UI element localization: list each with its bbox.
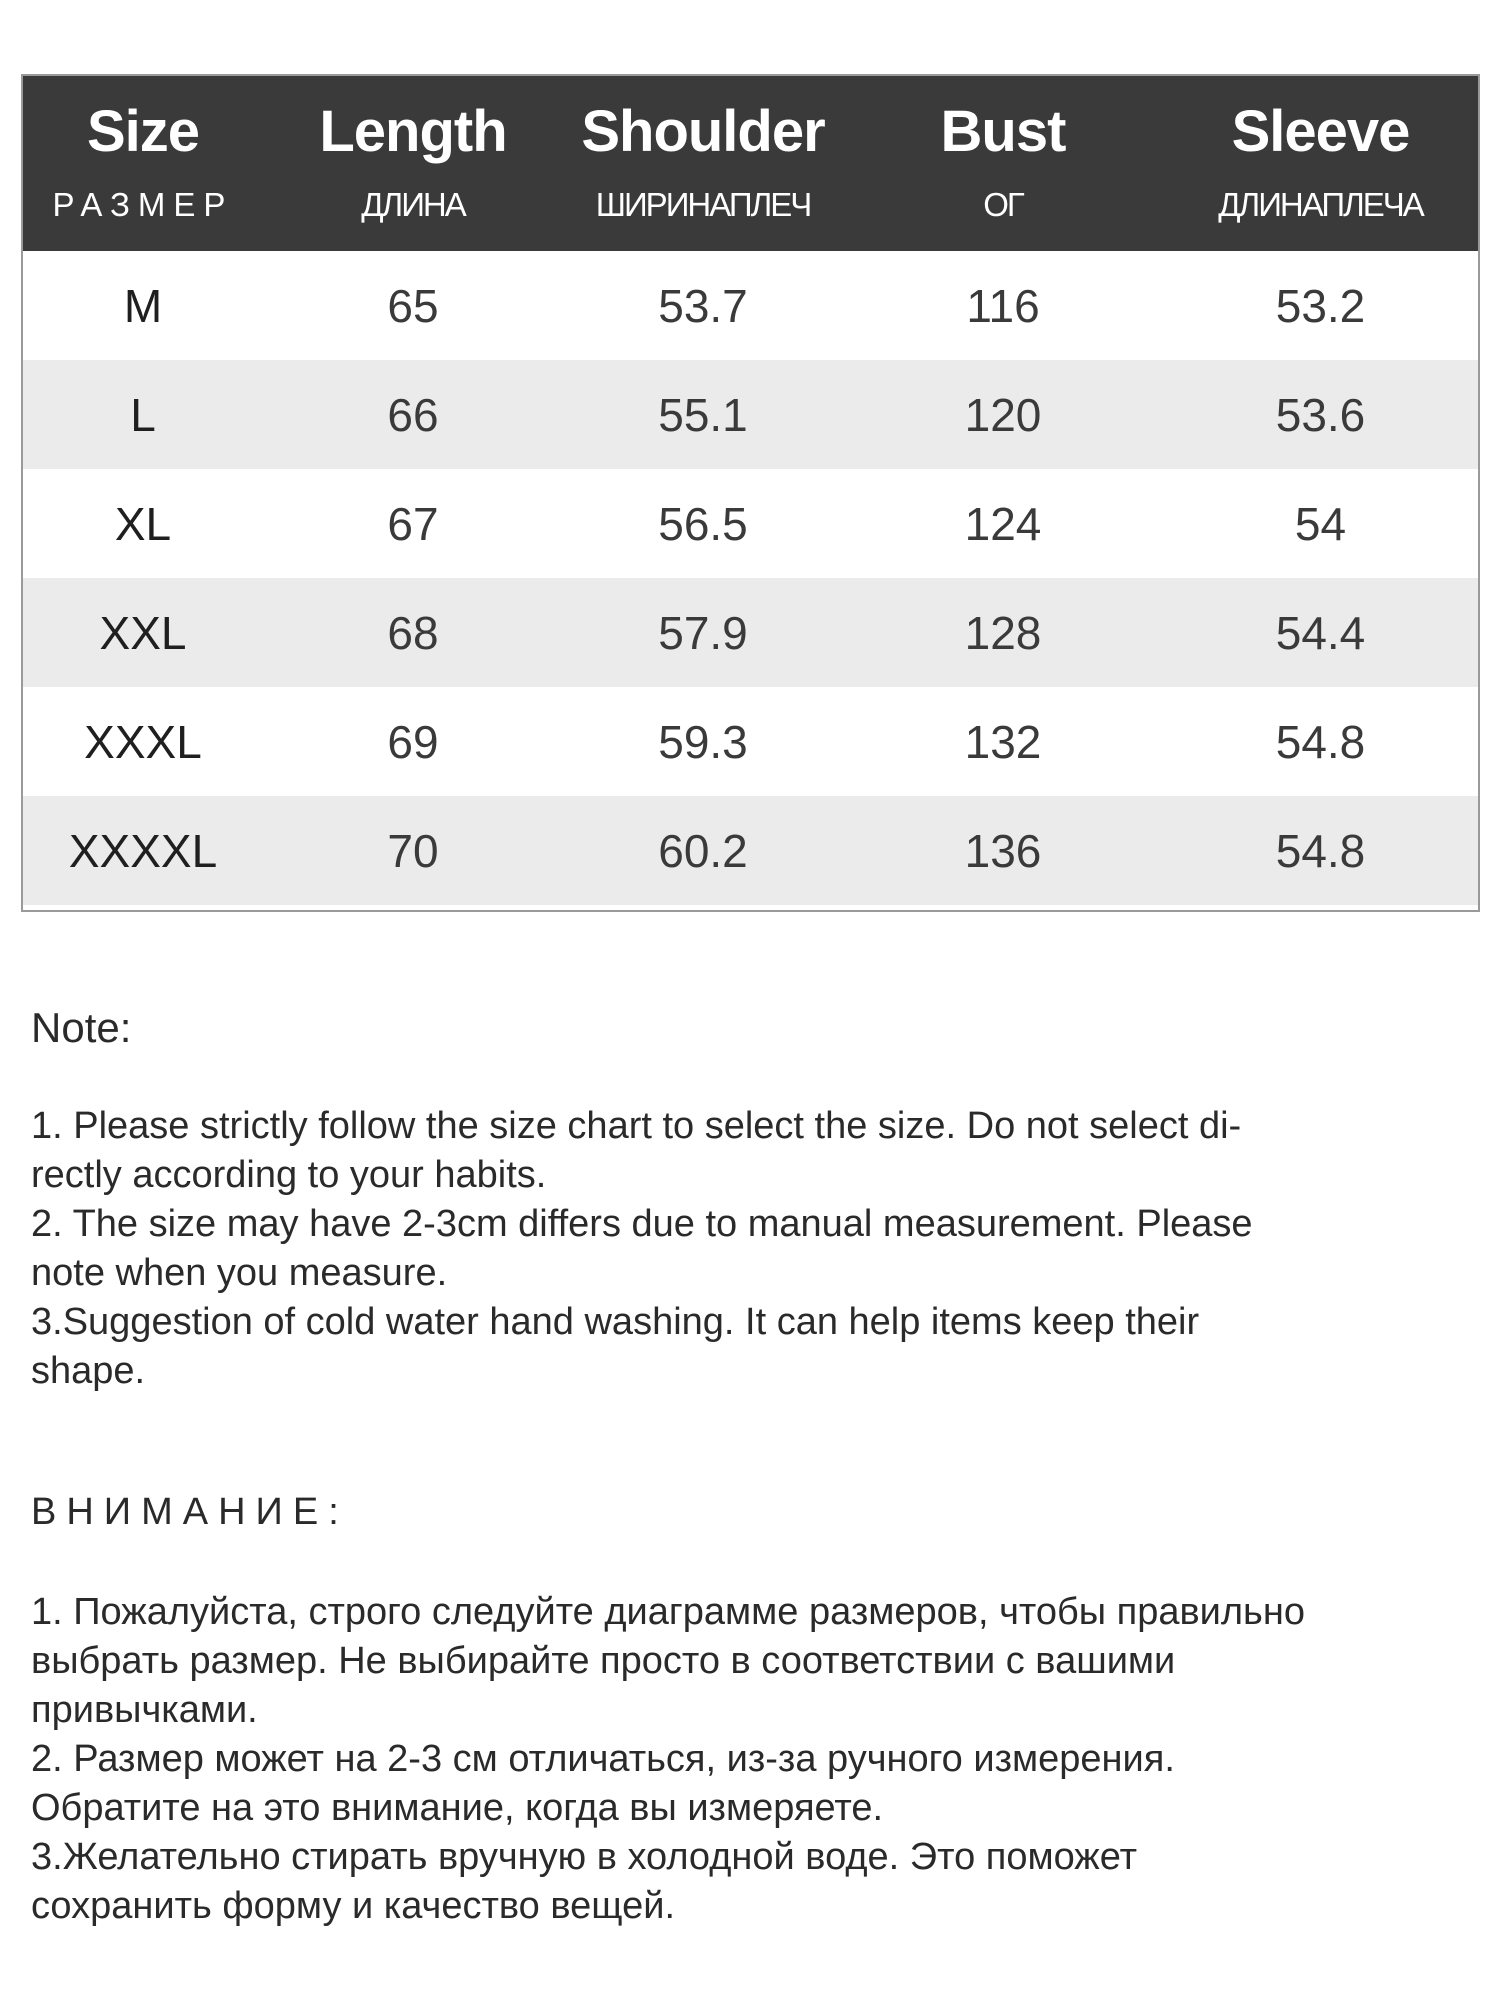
note-line: 3.Suggestion of cold water hand washing. It can help items keep their [31,1301,1200,1343]
header-shoulder-en: Shoulder [581,99,825,164]
header-sleeve-ru: ДЛИНАПЛЕЧА [1218,186,1423,223]
header-bust [843,76,1163,251]
cell-bust: 116 [966,279,1040,332]
cell-sleeve: 54 [1294,497,1347,550]
header-length [263,76,563,251]
table-header [23,76,1478,251]
cell-size: XXXL [84,715,202,768]
note-line: выбрать размер. Не выбирайте просто в соответствии с вашими [31,1640,1176,1682]
size-chart-table [21,74,1480,912]
header-size [23,76,263,251]
header-shoulder [563,76,843,251]
cell-bust: 132 [964,715,1042,768]
cell-length: 67 [387,497,439,550]
cell-shoulder: 57.9 [658,606,748,659]
header-size-ru: РАЗМЕР [52,186,234,223]
note-line: сохранить форму и качество вещей. [31,1885,675,1927]
cell-length: 70 [387,824,439,877]
table-row [23,687,1478,796]
note-body-en [31,1102,1471,1396]
cell-sleeve: 54.8 [1275,824,1366,877]
table-row [23,578,1478,687]
cell-length: 66 [387,388,439,441]
header-bust-en: Bust [940,99,1066,164]
note-line: 1. Please strictly follow the size chart to select the size. Do not select di- [31,1105,1242,1147]
cell-bust: 124 [964,497,1042,550]
note-line: Обратите на это внимание, когда вы измеряете. [31,1787,884,1829]
cell-shoulder: 59.3 [658,715,748,768]
note-line: 1. Пожалуйста, строго следуйте диаграмме размеров, чтобы правильно [31,1591,1305,1633]
cell-size: XXL [99,606,187,659]
note-line: shape. [31,1350,146,1392]
table-row [23,251,1478,360]
cell-size: XXXXL [68,824,218,877]
header-bust-ru: ОГ [983,186,1023,223]
header-size-en: Size [86,99,200,164]
cell-shoulder: 56.5 [658,497,748,550]
cell-size: M [123,279,163,332]
cell-length: 65 [387,279,439,332]
table-row [23,796,1478,905]
cell-length: 68 [387,606,439,659]
header-sleeve [1163,76,1478,251]
note-line: 2. The size may have 2-3cm differs due to manual measurement. Please [31,1203,1253,1245]
note-line: 2. Размер может на 2-3 см отличаться, из-за ручного измерения. [31,1738,1175,1780]
note-line: rectly according to your habits. [31,1154,547,1196]
note-title-ru: ВНИМАНИЕ: [31,1491,349,1533]
cell-length: 69 [387,715,439,768]
table-row [23,360,1478,469]
cell-size: L [130,388,156,441]
cell-sleeve: 54.4 [1275,606,1366,659]
header-length-ru: ДЛИНА [361,186,465,223]
header-shoulder-ru: ШИРИНАПЛЕЧ [595,186,811,223]
cell-sleeve: 53.6 [1275,388,1366,441]
cell-sleeve: 54.8 [1275,715,1366,768]
cell-bust: 120 [964,388,1042,441]
header-sleeve-en: Sleeve [1231,99,1410,164]
cell-sleeve: 53.2 [1275,279,1366,332]
cell-shoulder: 53.7 [658,279,748,332]
note-line: 3.Желательно стирать вручную в холодной воде. Это поможет [31,1836,1138,1878]
header-length-en: Length [319,99,507,164]
note-title-en: Note: [31,1004,132,1051]
cell-bust: 128 [964,606,1042,659]
cell-size: XL [114,497,172,550]
note-body-ru [31,1588,1471,1931]
cell-shoulder: 55.1 [658,388,748,441]
note-line: привычками. [31,1689,258,1731]
table-row [23,469,1478,578]
note-line: note when you measure. [31,1252,448,1294]
cell-shoulder: 60.2 [658,824,748,877]
cell-bust: 136 [964,824,1042,877]
